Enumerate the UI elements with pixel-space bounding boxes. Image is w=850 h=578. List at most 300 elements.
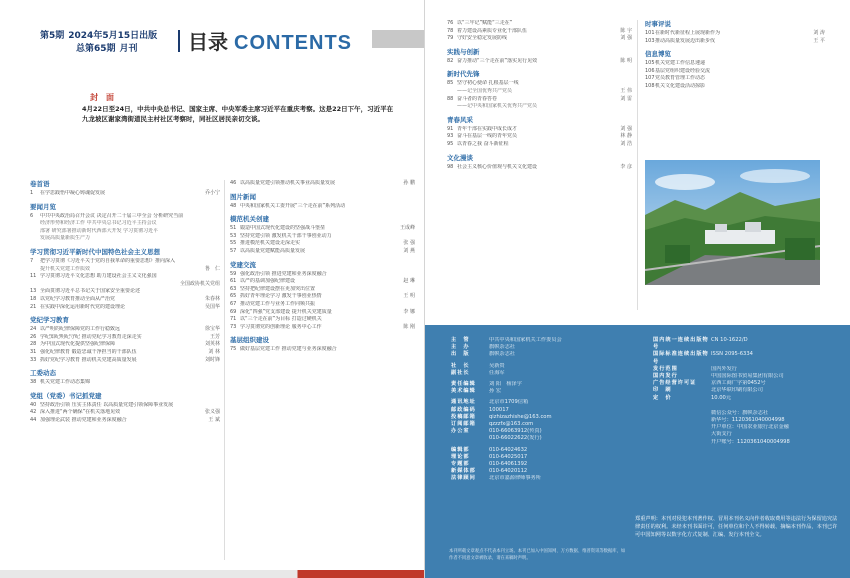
- masthead-row: [653, 395, 843, 402]
- toc-entry: [447, 20, 632, 28]
- masthead-value: 旗帜杂志社: [489, 351, 515, 358]
- toc-entry: [447, 35, 632, 43]
- entry-title: 机关文化建设活动掠影: [655, 82, 706, 89]
- toc-entry: [30, 326, 220, 334]
- masthead-value: 京西工商广字第0452号: [711, 380, 766, 387]
- masthead-value: ISSN 2095-6334: [711, 351, 753, 358]
- toc-section: [447, 154, 632, 172]
- cover-caption: 4月22日至24日，中共中央总书记、国家主席、中央军委主席习近平在重庆考察。这是22日下午，习近平在九龙坡区谢家湾街道民主村社区考察时，同社区居民亲切交谈。: [82, 105, 394, 123]
- entry-title: 守好安全稳定发展防线: [457, 35, 508, 42]
- toc-section: [30, 248, 220, 311]
- page-number: 73: [230, 323, 237, 330]
- entry-author: 刘 浩: [620, 140, 632, 147]
- toc-column-4: [645, 20, 825, 91]
- toc-entry: [447, 126, 632, 134]
- masthead-row: [451, 381, 646, 388]
- masthead-row: [451, 351, 646, 358]
- entry-author: 刘英林: [204, 341, 220, 348]
- entry-title: 学纪知纪明纪守纪 推动党纪学习教育走深走实: [40, 333, 142, 340]
- entry-title: 深化“四强”党支部建设 提升机关党建质量: [240, 308, 332, 315]
- toc-entry: [30, 357, 220, 365]
- toc-entry: [447, 80, 632, 88]
- entry-title: 在学思践悟中凝心铸魂促发展: [40, 190, 106, 196]
- masthead-key: 社 长: [451, 362, 470, 369]
- toc-section: [30, 369, 220, 387]
- masthead-key: 专题部: [451, 461, 470, 468]
- page-number: [447, 103, 457, 111]
- frequency: 月刊: [119, 44, 138, 54]
- entry-title: 奋力推动“三个走在前”落实见行见效: [457, 57, 538, 64]
- toc-entry: [30, 409, 220, 417]
- masthead-row: [451, 337, 646, 344]
- page-number: 105: [645, 60, 655, 67]
- page-number: 75: [230, 346, 237, 353]
- entry-title: 奋斗在基层一线的青年党员: [457, 133, 518, 140]
- entry-title: 机关党建工作动态集锦: [40, 379, 91, 386]
- masthead-row: [451, 454, 646, 461]
- masthead-panel: [425, 325, 850, 578]
- entry-author: 刘 雷: [620, 95, 632, 102]
- issue-number: 第5期: [40, 31, 65, 41]
- masthead-value: 北京市1709信箱: [489, 399, 529, 406]
- entry-title: 青年干部在实践中成长成才: [457, 125, 518, 132]
- toc-entry: [230, 346, 415, 354]
- masthead-key: 国内发行: [653, 373, 678, 380]
- entry-author: 林 静: [620, 133, 632, 140]
- masthead-row: [451, 363, 646, 370]
- page-number: [30, 281, 40, 289]
- toc-entry: [447, 96, 632, 104]
- entry-author: 张义强: [204, 409, 220, 416]
- page-number: [30, 235, 40, 243]
- toc-section: [30, 392, 220, 425]
- entry-title: 推动高质量发展迈出新步伐: [655, 37, 716, 44]
- entry-author: 陈 宇: [620, 27, 632, 34]
- section-title: 模范机关创建: [230, 215, 269, 224]
- entry-title: 强化政治引领 推进党建和业务深度融合: [240, 270, 327, 277]
- page-number: 65: [230, 293, 237, 300]
- page-number: 44: [30, 416, 37, 423]
- page-number: 13: [30, 288, 37, 295]
- toc-entry: [230, 324, 415, 332]
- page-number: 103: [645, 37, 655, 44]
- masthead-row: [451, 388, 646, 395]
- toc-entry: [30, 402, 220, 410]
- toc-entry: [645, 75, 825, 83]
- page-number: [30, 228, 40, 236]
- page-number: 59: [230, 270, 237, 277]
- masthead-value: 新华号：1120361040004998: [711, 417, 785, 424]
- entry-author: 孙 鹏: [403, 180, 415, 186]
- toc-entry: [447, 58, 632, 66]
- page-number: 55: [230, 240, 237, 247]
- masthead-row: [653, 439, 843, 446]
- toc-section: [230, 261, 415, 332]
- masthead-row: [451, 414, 646, 421]
- toc-column-1: [30, 180, 220, 424]
- masthead-key: [653, 424, 711, 431]
- page-number: 95: [447, 140, 454, 147]
- entry-author: 鲁 仁: [204, 265, 220, 272]
- toc-section: [230, 215, 415, 255]
- toc-column-3: [447, 20, 632, 171]
- section-title: 卷首语: [30, 180, 50, 188]
- toc-section: [645, 50, 825, 90]
- page-number: 26: [30, 333, 37, 340]
- entry-title: 坚持把纪律建设摆在更加突出位置: [240, 285, 316, 292]
- masthead-key: 发行范围: [653, 365, 678, 372]
- toc-entry: [30, 288, 220, 296]
- masthead-key: 主 办: [451, 344, 470, 351]
- toc-entry: [230, 203, 415, 211]
- page-number: 71: [230, 316, 237, 323]
- masthead-value: 开户单位：中国农业银行北京金融: [711, 424, 789, 431]
- entry-title: 为中国式现代化提供坚强纪律保障: [40, 341, 116, 348]
- entry-title: 学习贯彻党的创新理论 服务中心工作: [240, 323, 322, 330]
- entry-title: 在新时代新征程上展现新作为: [655, 30, 721, 36]
- entry-title: 深入推进“两个确保”在机关落地见效: [40, 409, 121, 416]
- toc-entry: [230, 225, 415, 233]
- masthead-key: 法律顾问: [451, 475, 476, 482]
- masthead-value: 010-66063912(传真): [489, 428, 542, 435]
- entry-author: 刘 林: [208, 348, 220, 355]
- masthead-right: [653, 337, 843, 446]
- toc-entry: [645, 68, 825, 76]
- entry-author: 刘 涛: [813, 30, 825, 36]
- masthead-value: 010-64061392: [489, 461, 528, 468]
- toc-section: [645, 20, 825, 45]
- masthead-value: qzzzfx@163.com: [489, 421, 534, 428]
- column-divider: [224, 180, 225, 560]
- entry-title: 提升机关党建工作质效: [40, 265, 91, 272]
- page-number: 57: [230, 247, 237, 254]
- page-number: 91: [447, 125, 454, 132]
- section-title: 新时代先锋: [447, 70, 480, 79]
- toc-entry: [230, 240, 415, 248]
- toc-entry: [230, 233, 415, 241]
- toc-section: [447, 20, 632, 43]
- entry-author: 乔小宁: [204, 190, 220, 196]
- toc-title: [188, 26, 352, 55]
- masthead-value: 微信公众号：旗帜杂志社: [711, 409, 769, 416]
- toc-entry: [447, 141, 632, 149]
- entry-title: 加强理论武装 推动党建和业务深度融合: [40, 416, 127, 423]
- masthead-row: [451, 435, 646, 442]
- section-title: 要闻月览: [30, 202, 56, 211]
- entry-title: 党员教育管理工作动态: [655, 75, 706, 82]
- entry-title: 推动党建工作与业务工作同频共振: [240, 300, 316, 307]
- entry-author: 全国政协机关党组: [179, 280, 220, 287]
- masthead-key: 主 管: [451, 337, 470, 343]
- fine-print: 本刊所载文章观点不代表本刊立场。本刊已加入中国知网、万方数据、维普资讯等数据库，如作者不同意文章被收录，请在来稿时声明。: [449, 549, 626, 561]
- toc-entry: [230, 316, 415, 324]
- masthead-value: 010-64025017: [489, 453, 528, 460]
- section-title: 文化漫谈: [447, 153, 473, 162]
- page-number: 69: [230, 308, 237, 315]
- masthead-key: 出 版: [451, 351, 470, 358]
- entry-title: 以青春之我 奋斗新征程: [457, 140, 509, 147]
- entry-title: 锻造中国式现代化建设的坚强战斗堡垒: [240, 225, 326, 232]
- entry-title: ——记全国优秀共产党员: [457, 87, 513, 94]
- entry-title: 基层党组织建设经验交流: [655, 67, 711, 74]
- page-number: 28: [30, 341, 37, 348]
- total-issue: 总第65期: [76, 44, 116, 54]
- entry-title: 全面贯彻习近平总书记关于国家安全重要论述: [40, 288, 141, 295]
- toc-entry: [30, 228, 220, 236]
- page-number: 40: [30, 401, 37, 408]
- section-title: 学习贯彻习近平新时代中国特色社会主义思想: [30, 247, 160, 256]
- toc-entry: [30, 417, 220, 425]
- toc-entry: [30, 235, 220, 243]
- entry-title: ——记中央和国家机关优秀共产党员: [457, 103, 538, 110]
- entry-title: 以党纪学习教育推动全面从严治党: [40, 295, 116, 302]
- masthead-key: 副社长: [451, 369, 470, 376]
- entry-title: 抓好党纪学习教育 推动机关党建高质量发展: [40, 356, 137, 363]
- masthead-value: 旗帜杂志社: [489, 344, 515, 351]
- toc-entry: [447, 133, 632, 141]
- page-number: 7: [30, 257, 34, 264]
- masthead-value: 北京市嘉源律师事务所: [489, 475, 541, 482]
- entry-title: 社会主义核心价值观与机关文化建设: [457, 163, 538, 170]
- toc-section: [230, 180, 415, 188]
- masthead-value: 任海军: [489, 369, 505, 376]
- toc-entry: [30, 213, 220, 221]
- masthead-left: [451, 337, 646, 483]
- entry-title: 坚持党建引领 激发机关干部干事创业动力: [240, 232, 332, 239]
- masthead-key: [653, 417, 711, 424]
- toc-entry: [645, 60, 825, 68]
- toc-entry: [230, 271, 415, 279]
- masthead-row: [653, 351, 843, 365]
- header-bar: [372, 30, 425, 48]
- entry-title: 把学习贯彻《习近平关于党的自我革命的重要思想》推向深入: [40, 257, 176, 264]
- masthead-key: 投稿邮箱: [451, 413, 476, 420]
- page-number: 106: [645, 67, 655, 74]
- toc-section: [30, 316, 220, 364]
- toc-section: [447, 48, 632, 66]
- toc-section: [230, 193, 415, 211]
- entry-author: 王成峰: [399, 225, 415, 232]
- toc-title-cn: 目录: [188, 30, 228, 54]
- page-number: 93: [447, 133, 454, 140]
- entry-author: 刘时锋: [204, 356, 220, 363]
- toc-entry: [230, 301, 415, 309]
- entry-author: 刘 强: [620, 125, 632, 132]
- entry-title: 发展高质量新质生产力: [40, 235, 91, 242]
- masthead-row: [653, 424, 843, 431]
- masthead-key: 印 刷: [653, 387, 672, 394]
- section-title: 青春风采: [447, 115, 473, 124]
- section-title: 图片新闻: [230, 192, 256, 201]
- masthead-value: 010-64024632: [489, 446, 528, 453]
- masthead-key: 订阅邮箱: [451, 421, 476, 428]
- page-number: 67: [230, 300, 237, 307]
- toc-entry: [30, 266, 220, 274]
- masthead-value: 吴新贵: [489, 362, 505, 369]
- entry-title: 中央和国家机关工委开展“三个走在前”系列活动: [240, 202, 346, 209]
- entry-author: 李 娜: [403, 308, 415, 315]
- toc-entry: [645, 30, 825, 38]
- page-number: 85: [447, 80, 454, 87]
- cover-label: 封 面: [90, 93, 114, 102]
- entry-author: 张 强: [403, 240, 415, 247]
- toc-section: [447, 116, 632, 149]
- entry-author: 刘 强: [620, 35, 632, 42]
- masthead-value: 刘 阳 杨泽宇: [489, 381, 522, 388]
- issue-info: [40, 30, 180, 56]
- masthead-key: 编辑部: [451, 446, 470, 453]
- toc-entry: [30, 379, 220, 387]
- entry-author: 陈 刚: [403, 323, 415, 330]
- entry-author: 王 伟: [620, 87, 632, 94]
- page-number: 108: [645, 82, 655, 89]
- entry-author: 朱春林: [204, 295, 220, 302]
- section-title: 工委动态: [30, 369, 56, 378]
- page-number: 18: [30, 295, 37, 302]
- masthead-value: 孙 宏: [489, 388, 502, 395]
- page-number: 48: [230, 202, 237, 209]
- page-number: 107: [645, 75, 655, 82]
- toc-entry: [230, 293, 415, 301]
- masthead-key: 广告经营许可证: [653, 380, 697, 387]
- page-number: 46: [230, 180, 237, 186]
- entry-author: 刘 燕: [403, 247, 415, 254]
- masthead-key: [451, 435, 489, 442]
- toc-entry: [230, 286, 415, 294]
- right-page: [425, 0, 850, 578]
- page-number: 61: [230, 278, 237, 285]
- toc-entry: [30, 190, 220, 198]
- masthead-row: [451, 370, 646, 377]
- masthead-key: 美术编辑: [451, 388, 476, 395]
- toc-entry: [30, 281, 220, 289]
- masthead-key: 国内统一连续出版物号: [653, 337, 709, 351]
- page-number: 76: [447, 20, 454, 26]
- section-title: 党建交流: [230, 260, 256, 269]
- page-number: 78: [447, 27, 454, 34]
- masthead-value: 010-64020112: [489, 468, 528, 475]
- toc-entry: [230, 278, 415, 286]
- section-title: 时事评说: [645, 20, 671, 28]
- page-number: [447, 88, 457, 96]
- masthead-key: 办公室: [451, 428, 470, 435]
- page-number: 24: [30, 326, 37, 333]
- entry-title: 推进模范机关建设走深走实: [240, 240, 301, 247]
- toc-entry: [230, 309, 415, 317]
- page-footer-bar: [0, 570, 425, 578]
- masthead-key: [653, 439, 711, 446]
- page-number: 21: [30, 303, 37, 310]
- toc-entry: [645, 38, 825, 46]
- toc-entry: [30, 220, 220, 228]
- entry-title: 部署 研究部署推动新时代西部大开发 学习贯彻习近平: [40, 227, 159, 234]
- masthead-key: 邮政编码: [451, 406, 476, 413]
- masthead-value: 国内外发行: [711, 365, 737, 372]
- masthead-row: [451, 461, 646, 468]
- page-number: 101: [645, 30, 655, 36]
- masthead-value: 中共中央和国家机关工作委员会: [489, 337, 562, 343]
- masthead-row: [653, 410, 843, 417]
- toc-entry: [447, 164, 632, 172]
- masthead-key: 责任编辑: [451, 381, 476, 388]
- masthead-key: [653, 431, 711, 438]
- entry-title: 经济形势和经济工作 中共中央总书记习近平主持会议: [40, 220, 157, 227]
- entry-author: 李 彦: [620, 163, 632, 170]
- masthead-row: [451, 344, 646, 351]
- toc-entry: [30, 334, 220, 342]
- page-number: 63: [230, 285, 237, 292]
- masthead-row: [451, 475, 646, 482]
- masthead-key: 理论部: [451, 453, 470, 460]
- page-number: 42: [30, 409, 37, 416]
- entry-author: 王 斌: [208, 416, 220, 423]
- masthead-value: qizhizazhishe@163.com: [489, 413, 552, 420]
- entry-title: 以严的基调加强纪律建设: [240, 278, 296, 285]
- entry-title: 强化纪律教育 锻造忠诚干净担当的干部队伍: [40, 348, 137, 355]
- toc-entry: [30, 273, 220, 281]
- toc-column-2: [230, 180, 415, 354]
- entry-title: 学习贯彻习近平文化思想 助力建设社会主义文化强国: [40, 273, 157, 280]
- page-number: 1: [30, 190, 34, 196]
- page-number: [30, 266, 40, 274]
- toc-section: [447, 70, 632, 110]
- header-divider: [178, 30, 180, 52]
- page-number: 98: [447, 163, 454, 170]
- toc-entry: [30, 258, 220, 266]
- masthead-value: 大街支行: [711, 431, 732, 438]
- page-number: 82: [447, 57, 454, 64]
- masthead-row: [653, 380, 843, 387]
- section-title: 信息博览: [645, 50, 671, 59]
- entry-author: 王 明: [403, 293, 415, 300]
- toc-entry: [30, 341, 220, 349]
- page-number: 38: [30, 379, 37, 386]
- page-number: 53: [230, 232, 237, 239]
- entry-title: 在实践中深化运用新时代党的建设理论: [40, 303, 126, 310]
- masthead-row: [451, 468, 646, 475]
- toc-entry: [230, 248, 415, 256]
- entry-title: 坚持政治引领 压实主体责任 以高质量党建引领保障事业发展: [40, 401, 174, 408]
- entry-title: 抓好青年理论学习 激发干事创业热情: [240, 293, 322, 300]
- entry-title: 以“三个走在前”为目标 打造过硬机关: [240, 316, 322, 323]
- entry-title: [40, 281, 177, 289]
- masthead-row: [451, 428, 646, 435]
- page-number: 51: [230, 225, 237, 232]
- toc-entry: [30, 304, 220, 312]
- masthead-value: 中国国际图书贸易集团有限公司: [711, 373, 784, 380]
- section-title: 党组（党委）书记抓党建: [30, 391, 102, 400]
- section-title: 实践与创新: [447, 47, 480, 56]
- section-title: 党纪学习教育: [30, 316, 69, 325]
- masthead-value: 北京华联印刷有限公司: [711, 387, 763, 394]
- section-title: 基层组织建设: [230, 336, 269, 345]
- entry-author: 陈 明: [620, 57, 632, 64]
- publish-date: 2024年5月15日出版: [68, 31, 158, 41]
- masthead-value: 010-66022622(发行): [489, 435, 542, 442]
- entry-title: 坚守初心使命 扎根基层一线: [457, 80, 519, 87]
- masthead-key: 通讯地址: [451, 399, 476, 406]
- column-divider: [637, 20, 638, 310]
- page-number: [30, 220, 40, 228]
- entry-author: 吴国华: [204, 303, 220, 310]
- entry-title: 机关党建工作信息速递: [655, 60, 706, 67]
- toc-entry: [230, 180, 415, 188]
- entry-author: 徐宝华: [204, 326, 220, 333]
- entry-title: 以严明的纪律保障党的工作行稳致远: [40, 326, 121, 333]
- masthead-row: [451, 407, 646, 414]
- page-number: 31: [30, 348, 37, 355]
- masthead-value: 100017: [489, 406, 509, 413]
